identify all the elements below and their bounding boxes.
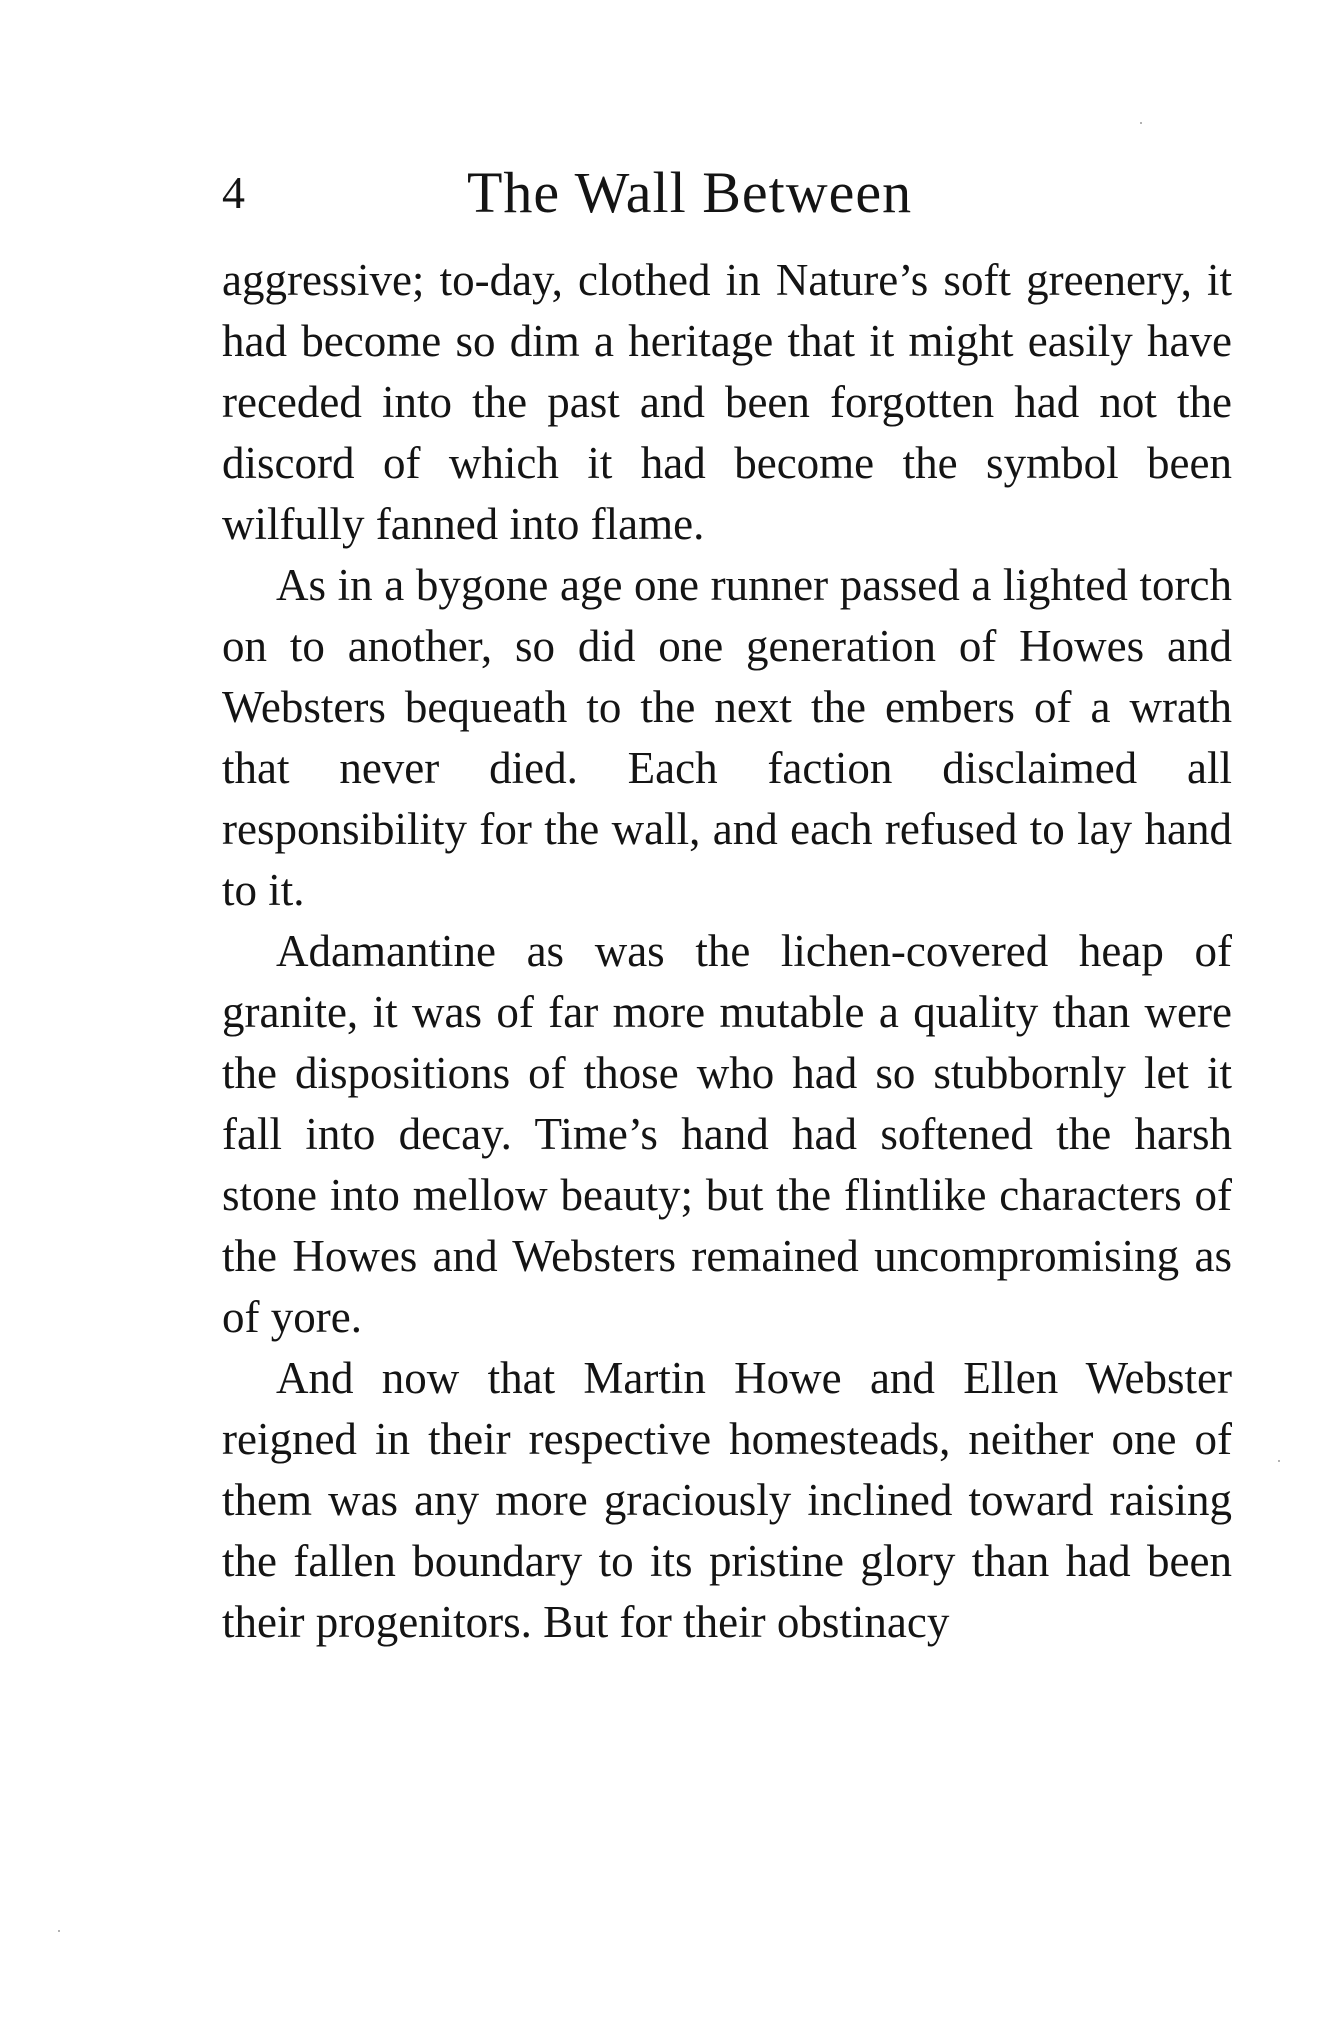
scan-speck bbox=[1140, 122, 1142, 124]
body-text bbox=[222, 250, 1232, 1653]
page-number: 4 bbox=[222, 167, 245, 218]
scan-speck bbox=[1278, 1460, 1280, 1462]
paragraph-4: And now that Martin Howe and Ellen Webster reigned in their respective homesteads, neither one of them was any more graciously inclined toward raising the fallen boundary to its pristine glory than had been their progenitors. But for their obstinacy bbox=[222, 1353, 1232, 1647]
running-title: The Wall Between bbox=[467, 160, 913, 225]
page-header bbox=[222, 158, 1232, 228]
paragraph-2: As in a bygone age one runner passed a lighted torch on to another, so did one generation of Howes and Websters bequeath to the next the embers of a wrath that never died. Each faction disclaimed all responsibility for the wall, and each refused to lay hand to it. bbox=[222, 560, 1232, 915]
paragraph-1: aggressive; to-day, clothed in Nature’s soft greenery, it had become so dim a heritage that it might easily have receded into the past and been forgotten had not the discord of which it had become the symbol been wilfully fanned into flame. bbox=[222, 255, 1232, 549]
paragraph-3: Adamantine as was the lichen-covered heap of granite, it was of far more mutable a quality than were the dispositions of those who had so stubbornly let it fall into decay. Time’s hand had softened the harsh stone into mellow beauty; but the flintlike characters of the Howes and Websters remained uncompromising as of yore. bbox=[222, 926, 1232, 1342]
scan-speck bbox=[58, 1930, 60, 1932]
